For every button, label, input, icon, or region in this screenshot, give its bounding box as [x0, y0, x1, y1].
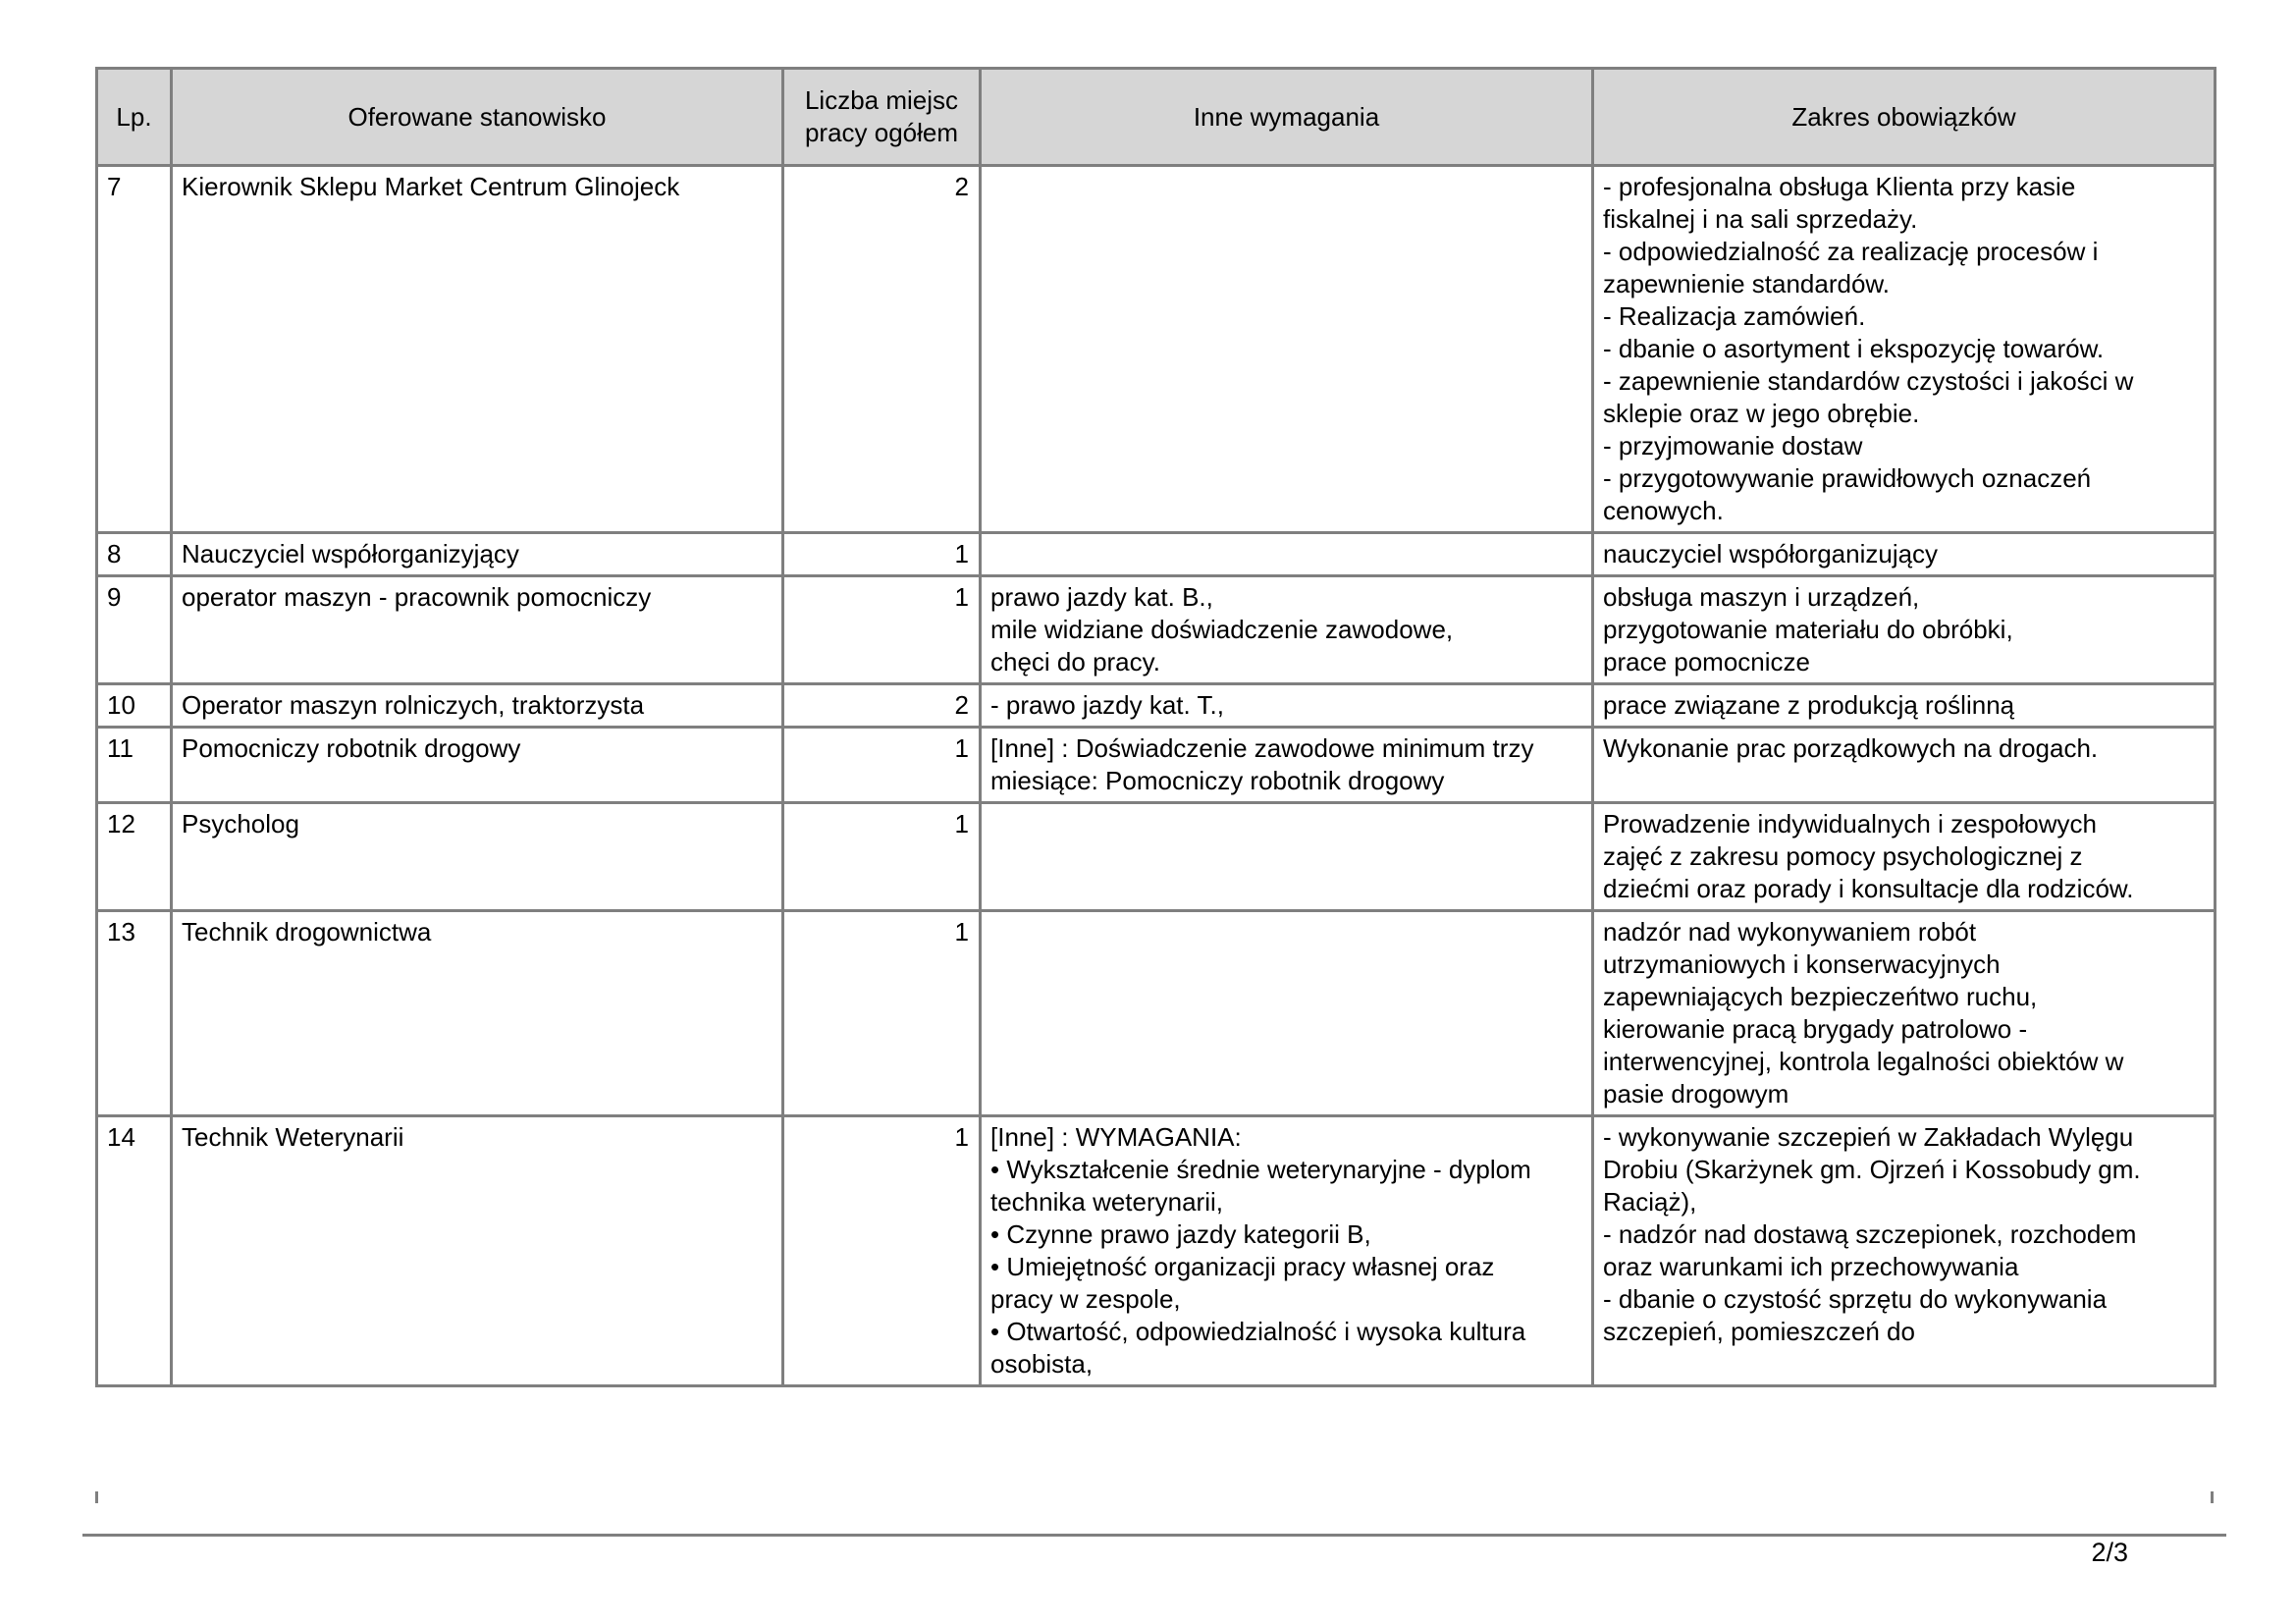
cell-lp: 13 [97, 911, 172, 1116]
cell-lp: 14 [97, 1116, 172, 1386]
cell-lp: 12 [97, 803, 172, 911]
cell-lp: 7 [97, 166, 172, 533]
header-row [97, 69, 2216, 166]
table-header [97, 69, 2216, 166]
cell-position: Technik Weterynarii [172, 1116, 783, 1386]
table-row [97, 533, 2216, 576]
cell-lp: 11 [97, 728, 172, 803]
cell-places: 1 [783, 911, 981, 1116]
table-row [97, 803, 2216, 911]
cell-position: operator maszyn - pracownik pomocniczy [172, 576, 783, 684]
cell-places: 1 [783, 533, 981, 576]
cell-duties: nadzór nad wykonywaniem robót utrzymaniowych i konserwacyjnych zapewniających bezpieczeńtwo ruchu, kierowanie pracą brygady patrolowo - interwencyjnej, kontrola legalności obiektów w pasie drogowym [1593, 911, 2216, 1116]
cell-places: 2 [783, 166, 981, 533]
cell-position: Psycholog [172, 803, 783, 911]
table-row [97, 576, 2216, 684]
cell-requirements [981, 803, 1593, 911]
footer-divider [82, 1534, 2226, 1537]
cell-duties: obsługa maszyn i urządzeń, przygotowanie materiału do obróbki, prace pomocnicze [1593, 576, 2216, 684]
header-duties: Zakres obowiązków [1593, 69, 2216, 166]
table-row [97, 1116, 2216, 1386]
cell-position: Kierownik Sklepu Market Centrum Glinojeck [172, 166, 783, 533]
header-position: Oferowane stanowisko [172, 69, 783, 166]
cell-requirements [981, 533, 1593, 576]
cell-lp: 8 [97, 533, 172, 576]
cell-lp: 9 [97, 576, 172, 684]
cell-requirements: - prawo jazdy kat. T., [981, 684, 1593, 728]
cell-duties: - profesjonalna obsługa Klienta przy kasie fiskalnej i na sali sprzedaży. - odpowiedzialność za realizację procesów i zapewnienie standardów. - Realizacja zamówień. - dbanie o asortyment i ekspozycję towarów. - zapewnienie standardów czystości i jakości w sklepie oraz w jego obrębie. - przyjmowanie dostaw - przygotowywanie prawidłowych oznaczeń cenowych. [1593, 166, 2216, 533]
cell-position: Operator maszyn rolniczych, traktorzysta [172, 684, 783, 728]
cell-position: Technik drogownictwa [172, 911, 783, 1116]
cell-places: 2 [783, 684, 981, 728]
job-offers-table [95, 67, 2216, 1387]
header-requirements: Inne wymagania [981, 69, 1593, 166]
cell-places: 1 [783, 728, 981, 803]
page-number: 2/3 [2091, 1538, 2128, 1567]
cell-places: 1 [783, 803, 981, 911]
table-row [97, 911, 2216, 1116]
cell-requirements: [Inne] : Doświadczenie zawodowe minimum trzy miesiące: Pomocniczy robotnik drogowy [981, 728, 1593, 803]
header-lp: Lp. [97, 69, 172, 166]
cell-requirements [981, 911, 1593, 1116]
header-places: Liczba miejsc pracy ogółem [783, 69, 981, 166]
table-row [97, 728, 2216, 803]
cell-requirements [981, 166, 1593, 533]
cell-duties: prace związane z produkcją roślinną [1593, 684, 2216, 728]
table-body [97, 166, 2216, 1386]
cell-duties: Wykonanie prac porządkowych na drogach. [1593, 728, 2216, 803]
cell-requirements: [Inne] : WYMAGANIA: • Wykształcenie średnie weterynaryjne - dyplom technika weterynarii, • Czynne prawo jazdy kategorii B, • Umiejętność organizacji pracy własnej oraz pracy w zespole, • Otwartość, odpowiedzialność i wysoka kultura osobista, [981, 1116, 1593, 1386]
cell-position: Pomocniczy robotnik drogowy [172, 728, 783, 803]
cell-duties: Prowadzenie indywidualnych i zespołowych zajęć z zakresu pomocy psychologicznej z dziećmi oraz porady i konsultacje dla rodziców. [1593, 803, 2216, 911]
cell-position: Nauczyciel współorganizyjący [172, 533, 783, 576]
cell-requirements: prawo jazdy kat. B., mile widziane doświadczenie zawodowe, chęci do pracy. [981, 576, 1593, 684]
cell-places: 1 [783, 576, 981, 684]
cell-duties: - wykonywanie szczepień w Zakładach Wylęgu Drobiu (Skarżynek gm. Ojrzeń i Kossobudy gm. Raciąż), - nadzór nad dostawą szczepionek, rozchodem oraz warunkami ich przechowywania - dbanie o czystość sprzętu do wykonywania szczepień, pomieszczeń do [1593, 1116, 2216, 1386]
cell-duties: nauczyciel współorganizujący [1593, 533, 2216, 576]
cell-lp: 10 [97, 684, 172, 728]
table-row [97, 684, 2216, 728]
cell-places: 1 [783, 1116, 981, 1386]
table-continuation-edge [95, 1491, 2214, 1503]
table-row [97, 166, 2216, 533]
